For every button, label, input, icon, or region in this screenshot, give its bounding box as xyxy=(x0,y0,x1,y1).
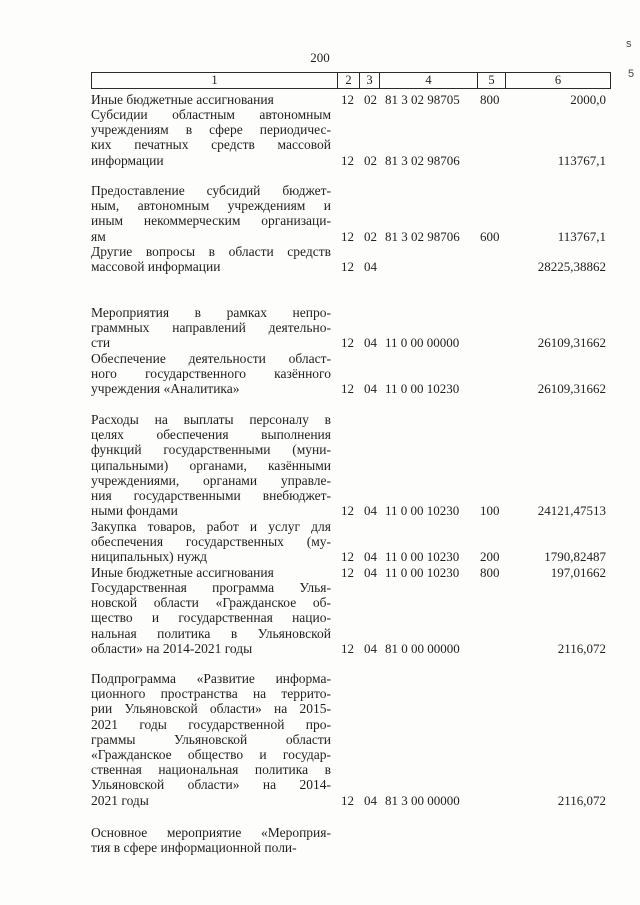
target-article-code: 11 0 00 00000 xyxy=(385,335,460,351)
row-label xyxy=(91,825,331,855)
subsection-code: 04 xyxy=(364,640,377,656)
row-label-line: Другие вопросы в области средств xyxy=(91,244,331,259)
amount: 28225,38862 xyxy=(537,259,606,275)
section-code: 12 xyxy=(341,640,354,656)
row-label xyxy=(91,107,331,168)
row-label-line: массовой информации xyxy=(91,259,221,275)
row-label-line: 2021 годы xyxy=(91,792,149,808)
row-label-line: граммных направлений деятельно- xyxy=(91,320,331,336)
row-label-line: граммы Ульяновской области xyxy=(91,731,331,747)
amount: 2000,0 xyxy=(570,92,606,107)
header-col-1: 1 xyxy=(211,73,218,87)
row-label-line: Субсидии областным автономным xyxy=(91,107,331,122)
header-col-5: 5 xyxy=(477,73,505,88)
row-label-line: ципальными) органами, казёнными xyxy=(91,457,331,473)
row-label-line: обеспечения государственных (му- xyxy=(91,534,331,550)
row-label-line: Расходы на выплаты персоналу в xyxy=(91,412,331,427)
row-label xyxy=(91,565,331,580)
expense-type-code: 200 xyxy=(480,549,500,565)
header-col-3: 3 xyxy=(359,73,379,88)
target-article-code: 81 3 02 98705 xyxy=(385,92,460,107)
row-label xyxy=(91,580,331,656)
section-code: 12 xyxy=(341,152,354,168)
row-label-line: иным некоммерческим организаци- xyxy=(91,213,331,229)
row-label-line: Государственная программа Улья- xyxy=(91,580,331,595)
row-label-line: 2021 годы государственной про- xyxy=(91,716,331,732)
section-code: 12 xyxy=(341,381,354,397)
subsection-code: 02 xyxy=(364,92,377,107)
header-col-4: 4 xyxy=(379,73,477,88)
amount: 197,01662 xyxy=(550,565,606,580)
row-label-line: Подпрограмма «Развитие информа- xyxy=(91,671,331,686)
row-label-line: функций государственными (муни- xyxy=(91,442,331,458)
amount: 26109,31662 xyxy=(537,335,606,351)
margin-mark-top: s xyxy=(626,38,632,50)
row-label-line: ниципальных) нужд xyxy=(91,549,208,565)
row-label-line: ционного пространства на террито- xyxy=(91,686,331,702)
target-article-code: 11 0 00 10230 xyxy=(385,503,460,519)
amount: 1790,82487 xyxy=(544,549,606,565)
target-article-code: 11 0 00 10230 xyxy=(385,549,460,565)
section-code: 12 xyxy=(341,335,354,351)
row-label-line: ными фондами xyxy=(91,503,178,519)
row-label-line: Основное мероприятие «Мероприя- xyxy=(91,825,331,840)
page-number: 200 xyxy=(310,50,330,65)
expense-type-code: 600 xyxy=(480,228,500,244)
amount: 2116,072 xyxy=(557,640,606,656)
row-label-line: учреждениям в сфере периодичес- xyxy=(91,122,331,138)
margin-mark-second: 5 xyxy=(628,68,635,80)
subsection-code: 04 xyxy=(364,565,377,580)
target-article-code: 81 3 00 00000 xyxy=(385,792,460,808)
row-label-line: щество и государственная нацио- xyxy=(91,610,331,626)
row-label xyxy=(91,92,331,107)
subsection-code: 04 xyxy=(364,549,377,565)
subsection-code: 04 xyxy=(364,335,377,351)
header-col-2: 2 xyxy=(337,73,359,88)
row-label-line: ного государственного казённого xyxy=(91,366,331,382)
row-label xyxy=(91,351,331,397)
row-label-line: Мероприятия в рамках непро- xyxy=(91,305,331,320)
target-article-code: 11 0 00 10230 xyxy=(385,565,460,580)
subsection-code: 04 xyxy=(364,792,377,808)
row-label-line: ственная национальная политика в xyxy=(91,762,331,778)
row-label-line: сти xyxy=(91,335,111,351)
row-label-line: нальная политика в Ульяновской xyxy=(91,625,331,641)
subsection-code: 02 xyxy=(364,152,377,168)
row-label-line: Закупка товаров, работ и услуг для xyxy=(91,519,331,534)
subsection-code: 04 xyxy=(364,259,377,275)
section-code: 12 xyxy=(341,549,354,565)
row-label-line: новской области «Гражданское об- xyxy=(91,595,331,611)
section-code: 12 xyxy=(341,503,354,519)
row-label-line: информации xyxy=(91,152,164,168)
row-label-line: Предоставление субсидий бюджет- xyxy=(91,183,331,198)
row-label-line: области» на 2014-2021 годы xyxy=(91,640,253,656)
row-label xyxy=(91,519,331,565)
row-label-line: Иные бюджетные ассигнования xyxy=(91,565,274,580)
row-label-line: рии Ульяновской области» на 2015- xyxy=(91,701,331,717)
amount: 26109,31662 xyxy=(537,381,606,397)
target-article-code: 81 3 02 98706 xyxy=(385,152,460,168)
row-label-line: Иные бюджетные ассигнования xyxy=(91,92,274,107)
row-label-line: ния государственными внебюджет- xyxy=(91,488,331,504)
target-article-code: 81 3 02 98706 xyxy=(385,228,460,244)
row-label-line: учреждениями, органами управле- xyxy=(91,472,331,488)
amount: 113767,1 xyxy=(557,152,606,168)
row-label-line: ным, автономным учреждениям и xyxy=(91,198,331,214)
row-label-line: «Гражданское общество и государ- xyxy=(91,747,331,763)
section-code: 12 xyxy=(341,792,354,808)
row-label xyxy=(91,412,331,518)
target-article-code: 11 0 00 10230 xyxy=(385,381,460,397)
row-label-line: Ульяновской области» на 2014- xyxy=(91,777,331,793)
amount: 2116,072 xyxy=(557,792,606,808)
section-code: 12 xyxy=(341,565,354,580)
row-label xyxy=(91,244,331,274)
row-label-line: целях обеспечения выполнения xyxy=(91,427,331,443)
row-label xyxy=(91,183,331,244)
amount: 24121,47513 xyxy=(537,503,606,519)
row-label-line: тия в сфере информационной поли- xyxy=(91,840,297,856)
expense-type-code: 100 xyxy=(480,503,500,519)
section-code: 12 xyxy=(341,259,354,275)
subsection-code: 02 xyxy=(364,228,377,244)
target-article-code: 81 0 00 00000 xyxy=(385,640,460,656)
row-label xyxy=(91,305,331,351)
row-label-line: Обеспечение деятельности област- xyxy=(91,351,331,366)
expense-type-code: 800 xyxy=(480,92,500,107)
section-code: 12 xyxy=(341,92,354,107)
amount: 113767,1 xyxy=(557,228,606,244)
table-header xyxy=(91,72,611,89)
subsection-code: 04 xyxy=(364,381,377,397)
expense-type-code: 800 xyxy=(480,565,500,580)
subsection-code: 04 xyxy=(364,503,377,519)
row-label-line: ких печатных средств массовой xyxy=(91,137,331,153)
header-col-6: 6 xyxy=(505,73,610,88)
section-code: 12 xyxy=(341,228,354,244)
row-label xyxy=(91,671,331,808)
row-label-line: ям xyxy=(91,228,106,244)
row-label-line: учреждения «Аналитика» xyxy=(91,381,240,397)
